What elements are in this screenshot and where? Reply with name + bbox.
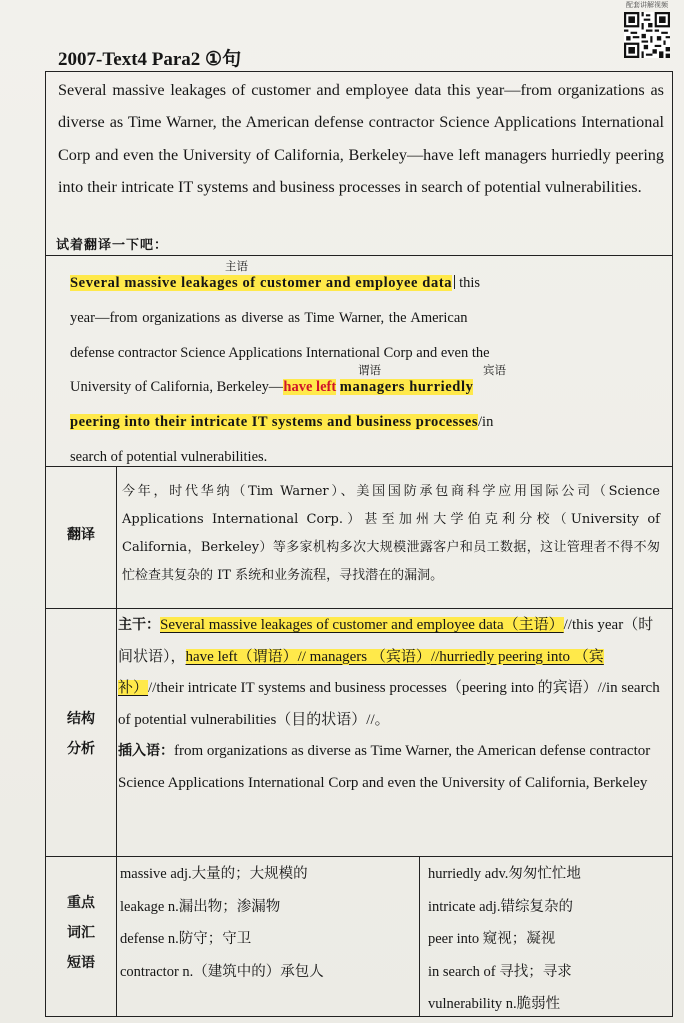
annotated-line: search of potential vulnerabilities.	[70, 449, 268, 465]
complement-highlight: peering into their intricate IT systems and business processes	[70, 414, 479, 430]
row-divider	[45, 466, 673, 467]
vocab-item: massive adj.大量的；大规模的	[120, 866, 308, 882]
original-paragraph: Several massive leakages of customer and employee data this year—from organizations as diverse as Time Warner, the American defense contractor Science Applications International Corp and even the University of California, Berkeley—have left managers hurriedly peering into their intricate IT systems and business processes in search of potential vulnerabilities.	[58, 81, 664, 197]
row-divider	[45, 255, 673, 256]
structure-analysis: 主干：Several massive leakages of customer and employee data（主语）//this year（时间状语），have left（谓语）// managers （宾语）//hurriedly peering into （宾补）//their intricate IT systems and business processes（peering into 的宾语）//in search of potential vulnerabilities（目的状语）//。 插入语：from organizations as diverse as Time Warner, the American defense contractor Science Applications International Corp and even the University of California, Berkeley	[118, 617, 660, 791]
annotated-line: peering into their intricate IT systems and business processes/in	[70, 414, 494, 430]
vocab-item: vulnerability n.脆弱性	[428, 996, 561, 1012]
column-divider	[419, 856, 420, 1017]
vocab-list-right	[428, 858, 581, 1021]
annotated-line: University of California, Berkeley—have left managers hurriedly	[70, 379, 474, 395]
vocab-item: intricate adj.错综复杂的	[428, 898, 573, 915]
annotated-line: defense contractor Science Applications International Corp and even the	[70, 345, 490, 361]
vocab-item: leakage n.漏出物；渗漏物	[120, 898, 281, 915]
subject-label: 主语	[225, 259, 248, 273]
translation-label: 翻译	[67, 527, 95, 543]
qr-block[interactable]	[620, 0, 674, 60]
subject-highlight: Several massive leakages of customer and employee data	[70, 275, 453, 291]
translate-prompt: 试着翻译一下吧：	[56, 238, 169, 253]
predicate-highlight: have left	[283, 379, 337, 395]
translation-text: 今年，时代华纳（Tim Warner）、美国国防承包商科学应用国际公司（Science Applications International Corp.）甚至加州大学伯克利分校（University of California，Berkeley）等多家机构多次大规模泄露客户和员工数据，这让管理者不得不匆忙检查其复杂的 IT 系统和业务流程，寻找潜在的漏洞。	[122, 484, 660, 583]
structure-label: 结构分析	[67, 711, 95, 757]
qr-code-icon[interactable]	[624, 12, 670, 58]
page-title: 2007-Text4 Para2 ①句	[58, 49, 242, 70]
qr-caption: 配套讲解视频	[626, 1, 668, 9]
row-divider	[45, 608, 673, 609]
vocab-label: 重点词汇短语	[67, 895, 95, 971]
annotated-line: Several massive leakages of customer and employee data this	[70, 275, 481, 291]
object-highlight: managers hurriedly	[339, 379, 474, 395]
vocab-item: defense n.防守；守卫	[120, 931, 252, 947]
vocab-list-left	[120, 858, 324, 988]
annotated-line: year—from organizations as diverse as Time Warner, the American	[70, 310, 468, 326]
vocab-item: peer into 窥视；凝视	[428, 931, 556, 947]
row-divider	[45, 856, 673, 857]
vocab-item: hurriedly adv.匆匆忙忙地	[428, 866, 581, 882]
vocab-item: contractor n.（建筑中的）承包人	[120, 963, 324, 980]
column-divider	[116, 466, 117, 1017]
object-label: 宾语	[483, 363, 506, 377]
vocab-item: in search of 寻找；寻求	[428, 963, 572, 980]
predicate-label: 谓语	[358, 363, 381, 377]
